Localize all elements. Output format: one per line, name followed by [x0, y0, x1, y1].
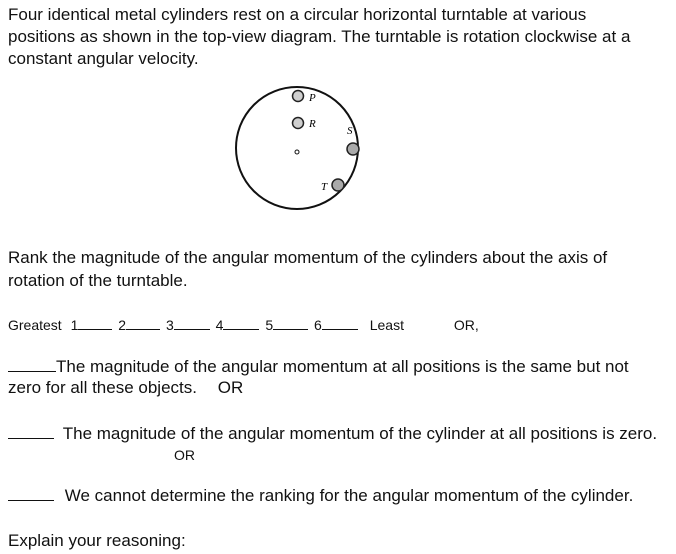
rank-blank-1[interactable]	[78, 315, 112, 330]
option-cannot-blank[interactable]	[8, 486, 54, 501]
option-same-text-1: The magnitude of the angular momentum at all positions is the same but not	[56, 357, 629, 376]
greatest-label: Greatest	[8, 317, 62, 333]
rank-number-6: 6	[314, 317, 322, 333]
option-same-line-1	[8, 356, 629, 378]
option-same-blank[interactable]	[8, 357, 56, 372]
rank-prompt-line-2: rotation of the turntable.	[8, 271, 188, 290]
question-line-1: Four identical metal cylinders rest on a circular horizontal turntable at various	[8, 5, 587, 24]
rank-blank-5[interactable]	[273, 315, 308, 330]
option-same-line-2	[8, 377, 243, 399]
rank-number-2: 2	[118, 317, 127, 333]
or-label: OR,	[453, 317, 479, 333]
option-same-text-2: zero for all these objects.	[8, 378, 197, 397]
label-r: R	[309, 118, 316, 130]
cylinder-s	[347, 143, 359, 155]
ranking-row	[8, 315, 479, 334]
question-line-3: constant angular velocity.	[8, 49, 199, 68]
rank-blank-3[interactable]	[174, 315, 210, 330]
explain-label: Explain your reasoning:	[8, 531, 186, 550]
label-p: P	[309, 92, 316, 104]
option-zero-line	[8, 423, 657, 445]
turntable-diagram	[225, 78, 375, 228]
rank-number-3: 3	[165, 317, 174, 333]
rank-blank-2[interactable]	[126, 315, 160, 330]
cylinder-r	[293, 118, 304, 129]
label-t: T	[321, 181, 328, 193]
cylinder-t	[332, 179, 344, 191]
cylinder-p	[293, 91, 304, 102]
label-s: S	[347, 125, 353, 137]
turntable-center	[295, 150, 299, 154]
option-zero-blank[interactable]	[8, 424, 54, 439]
rank-number-4: 4	[215, 317, 224, 333]
option-cannot-text: We cannot determine the ranking for the angular momentum of the cylinder.	[64, 486, 634, 505]
rank-prompt-line-1: Rank the magnitude of the angular momentum of the cylinders about the axis of	[8, 248, 608, 267]
rank-blank-6[interactable]	[322, 315, 358, 330]
rank-number-1: 1	[70, 317, 79, 333]
option-cannot-line	[8, 485, 633, 507]
rank-number-5: 5	[265, 317, 274, 333]
option-zero-text: The magnitude of the angular momentum of the cylinder at all positions is zero.	[62, 424, 658, 443]
option-zero-or: OR	[174, 447, 195, 463]
question-line-2: positions as shown in the top-view diagram. The turntable is rotation clockwise at a	[8, 27, 631, 46]
option-same-or: OR	[217, 378, 244, 397]
least-label: Least	[369, 317, 404, 333]
rank-blank-4[interactable]	[223, 315, 259, 330]
